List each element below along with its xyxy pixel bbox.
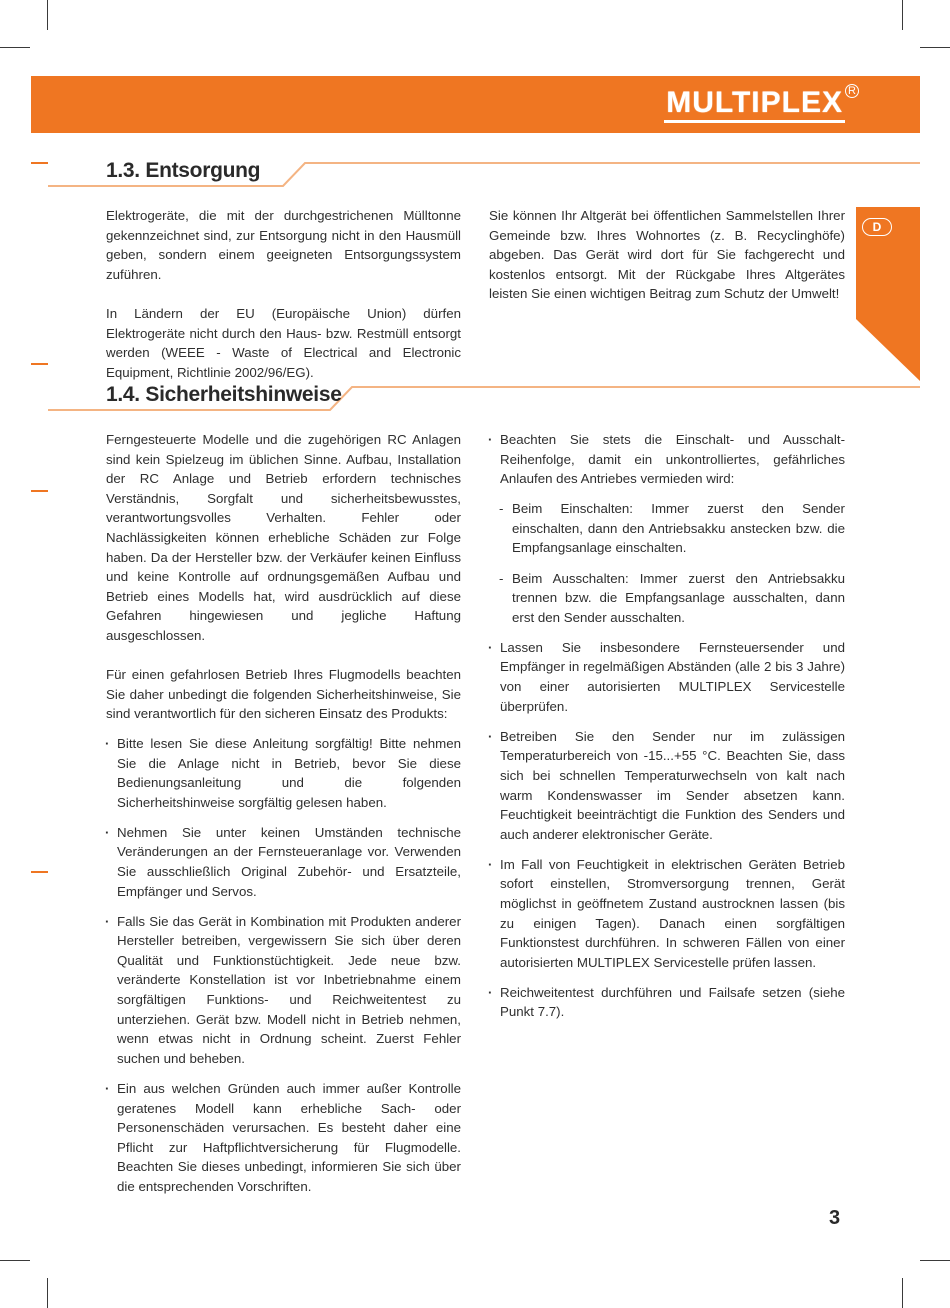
crop-mark <box>0 1260 30 1261</box>
crop-mark <box>920 47 950 48</box>
section-heading-entsorgung: 1.3. Entsorgung <box>106 159 261 182</box>
margin-tick <box>31 490 48 492</box>
list-item: · Beachten Sie stets die Einschalt- und Ausschalt-Reihenfolge, damit ein unkontrolliertes, gefährliches Anlaufen des Antriebes vermieden wird: <box>489 430 845 489</box>
header-bar <box>31 76 920 133</box>
language-badge: D <box>862 218 892 236</box>
crop-mark <box>0 47 30 48</box>
list-item: · Ein aus welchen Gründen auch immer außer Kontrolle geratenes Modell kann erhebliche Sach- oder Personenschäden verursachen. Es besteht daher eine Pflicht zur Haftpflichtversicherung für Flugmodelle. Beachten Sie dieses unbedingt, informieren Sie sich über die entsprechenden Vorschriften. <box>106 1079 461 1197</box>
paragraph: Sie können Ihr Altgerät bei öffentlichen Sammelstellen Ihrer Gemeinde bzw. Ihres Wohnortes (z. B. Recyclinghöfe) abgeben. Das Gerät wird dort für Sie fachgerecht und kostenlos entsorgt. Mit der Rückgabe Ihres Altgerätes leisten Sie einen wichtigen Beitrag zum Schutz der Umwelt! <box>489 208 845 302</box>
crop-mark <box>902 0 903 30</box>
sub-list-item: - Beim Einschalten: Immer zuerst den Sender einschalten, dann den Antriebsakku anstecken bzw. die Empfangsanlage einschalten. <box>489 499 845 558</box>
safety-right-column <box>489 430 845 1033</box>
crop-mark <box>47 0 48 30</box>
crop-mark <box>902 1278 903 1308</box>
crop-mark <box>47 1278 48 1308</box>
logo-text: MULTIPLEX <box>664 86 845 123</box>
safety-list-left <box>106 734 461 1197</box>
list-item: · Betreiben Sie den Sender nur im zulässigen Temperaturbereich von -15...+55 °C. Beachten Sie, dass sich bei schnellen Temperaturwechseln von kalt nach warm Kondenswasser im Sender absetzen kann. Feuchtigkeit beeinträchtigt die Funktion des Senders und auch anderer elektronischer Geräte. <box>489 727 845 845</box>
list-item: · Falls Sie das Gerät in Kombination mit Produkten anderer Hersteller betreiben, vergewissern Sie sich über deren Qualität und Funktionstüchtigkeit. Jede neue bzw. veränderte Konstellation ist vor Inbetriebnahme einem sorgfältigen Funktions- und Reichweitentest zu unterziehen. Gerät bzw. Modell nicht in Betrieb nehmen, wenn etwas nicht in Ordnung scheint. Zuerst Fehler suchen und beheben. <box>106 912 461 1069</box>
list-item: · Lassen Sie insbesondere Fernsteuersender und Empfänger in regelmäßigen Abständen (alle 2 bis 3 Jahre) von einer autorisierten MULTIPLEX Servicestelle überprüfen. <box>489 638 845 716</box>
list-item: · Im Fall von Feuchtigkeit in elektrischen Geräten Betrieb sofort einstellen, Stromversorgung trennen, Gerät möglichst in geöffnetem Zustand austrocknen lassen (bis zu einigen Tagen). Danach einen sorgfältigen Funktionstest durchführen. In schweren Fällen von einer autorisierten MULTIPLEX Servicestelle prüfen lassen. <box>489 855 845 973</box>
paragraph: In Ländern der EU (Europäische Union) dürfen Elektrogeräte nicht durch den Haus- bzw. Restmüll entsorgt werden (WEEE - Waste of Electrical and Electronic Equipment, Richtlinie 2002/96/EG). <box>106 305 461 380</box>
safety-left-column <box>106 430 461 1207</box>
safety-list-right <box>489 430 845 1022</box>
list-item: · Reichweitentest durchführen und Failsafe setzen (siehe Punkt 7.7). <box>489 983 845 1022</box>
entsorgung-right-column <box>489 206 845 324</box>
page-number: 3 <box>829 1207 841 1229</box>
margin-tick <box>31 871 48 873</box>
list-item: · Bitte lesen Sie diese Anleitung sorgfältig! Bitte nehmen Sie die Anlage nicht in Betrieb, bevor Sie diese Bedienungsanleitung und die folgenden Sicherheitshinweise sorgfältig gelesen haben. <box>106 734 461 812</box>
margin-tick <box>31 363 48 365</box>
list-item: · Nehmen Sie unter keinen Umständen technische Veränderungen an der Fernsteueranlage vor. Verwenden Sie ausschließlich Original Zubehör- und Ersatzteile, Empfänger und Servos. <box>106 823 461 901</box>
paragraph: Für einen gefahrlosen Betrieb Ihres Flugmodells beachten Sie daher unbedingt die folgenden Sicherheitshinweise, Sie sind verantwortlich für den sicheren Einsatz des Produkts: <box>106 667 461 722</box>
brand-logo <box>664 85 856 123</box>
crop-mark <box>920 1260 950 1261</box>
entsorgung-left-column <box>106 206 461 402</box>
paragraph: Elektrogeräte, die mit der durchgestrichenen Mülltonne gekennzeichnet sind, zur Entsorgung nicht in den Hausmüll geben, sondern einem geeigneten Entsorgungssystem zuführen. <box>106 208 461 282</box>
section-heading-sicherheitshinweise: 1.4. Sicherheitshinweise <box>106 383 342 406</box>
margin-tick <box>31 162 48 164</box>
registered-mark: R <box>845 84 859 98</box>
paragraph: Ferngesteuerte Modelle und die zugehörigen RC Anlagen sind kein Spielzeug im üblichen Sinne. Aufbau, Installation der RC Anlage und Betrieb erfordern technisches Verständnis, Sorgfalt und sicherheitsbewusstes, verantwortungsvolles Verhalten. Fehler oder Nachlässigkeiten können erhebliche Schäden zur Folge haben. Da der Hersteller bzw. der Verkäufer keinen Einfluss und keine Kontrolle auf ordnungsgemäßen Aufbau und Betrieb eines Modells hat, wird ausdrücklich auf diese Gefahren hingewiesen und jegliche Haftung ausgeschlossen. <box>106 432 461 643</box>
sub-list-item: - Beim Ausschalten: Immer zuerst den Antriebsakku trennen bzw. die Empfangsanlage ausschalten, dann erst den Sender ausschalten. <box>489 569 845 628</box>
